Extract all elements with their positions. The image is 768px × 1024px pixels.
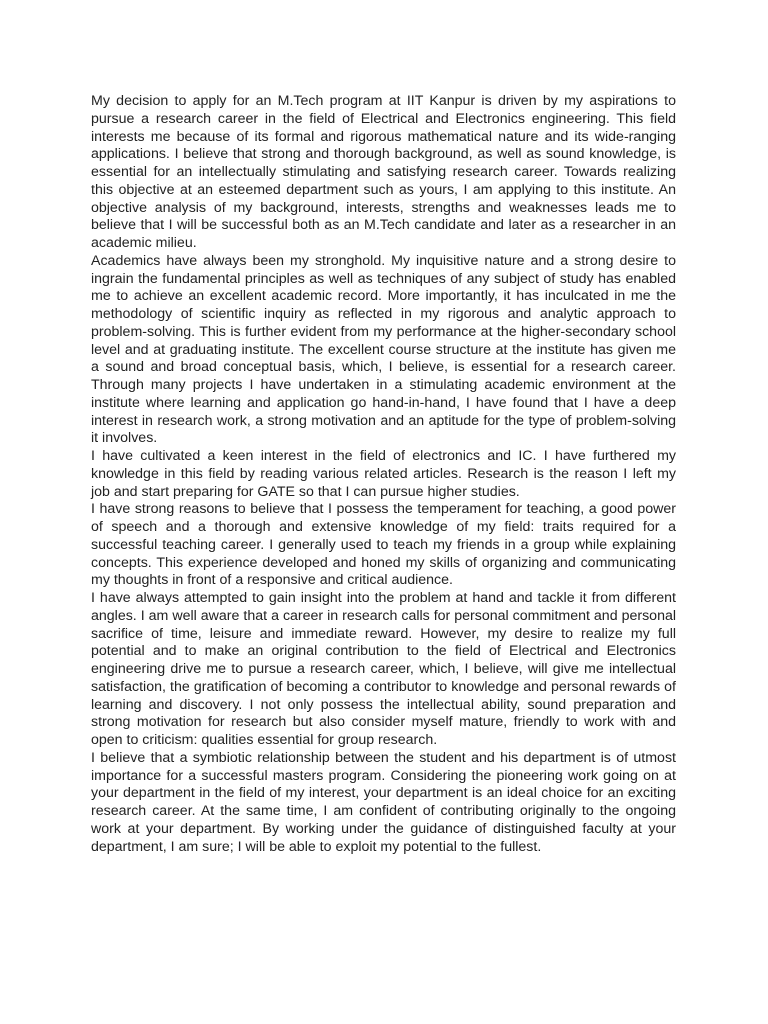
paragraph-teaching: I have strong reasons to believe that I possess the temperament for teaching, a good power of speech and a thorough and extensive knowledge of my field: traits required for a successful teaching career. I generally used to teach my friends in a group while explaining concepts. This experience developed and honed my skills of organizing and communicating my thoughts in front of a responsive and critical audience. [91,501,676,589]
paragraph-research-motivation: I have always attempted to gain insight into the problem at hand and tackle it from different angles. I am well aware that a career in research calls for personal commitment and personal sacrifice of time, leisure and immediate reward. However, my desire to realize my full potential and to make an original contribution to the field of Electrical and Electronics engineering drive me to pursue a research career, which, I believe, will give me intellectual satisfaction, the gratification of becoming a contributor to knowledge and personal rewards of learning and discovery. I not only possess the intellectual ability, sound preparation and strong motivation for research but also consider myself mature, friendly to work with and open to criticism: qualities essential for group research. [91,590,676,748]
statement-of-purpose-body [91,93,676,856]
paragraph-academics: Academics have always been my stronghold. My inquisitive nature and a strong desire to ingrain the fundamental principles as well as techniques of any subject of study has enabled me to achieve an excellent academic record. More importantly, it has inculcated in me the methodology of scientific inquiry as reflected in my rigorous and analytic approach to problem-solving. This is further evident from my performance at the higher-secondary school level and at graduating institute. The excellent course structure at the institute has given me a sound and broad conceptual basis, which, I believe, is essential for a research career. Through many projects I have undertaken in a stimulating academic environment at the institute where learning and application go hand-in-hand, I have found that I have a deep interest in research work, a strong motivation and an aptitude for the type of problem-solving it involves. [91,252,676,447]
paragraph-department-fit: I believe that a symbiotic relationship between the student and his department is of utmost importance for a successful masters program. Considering the pioneering work going on at your department in the field of my interest, your department is an ideal choice for an exciting research career. At the same time, I am confident of contributing originally to the ongoing work at your department. By working under the guidance of distinguished faculty at your department, I am sure; I will be able to exploit my potential to the fullest. [91,749,676,855]
paragraph-introduction: My decision to apply for an M.Tech program at IIT Kanpur is driven by my aspirations to pursue a research career in the field of Electrical and Electronics engineering. This field interests me because of its formal and rigorous mathematical nature and its wide-ranging applications. I believe that strong and thorough background, as well as sound knowledge, is essential for an intellectually stimulating and satisfying research career. Towards realizing this objective at an esteemed department such as yours, I am applying to this institute. An objective analysis of my background, interests, strengths and weaknesses leads me to believe that I will be successful both as an M.Tech candidate and later as a researcher in an academic milieu. [91,93,676,251]
paragraph-electronics-interest: I have cultivated a keen interest in the field of electronics and IC. I have furthered my knowledge in this field by reading various related articles. Research is the reason I left my job and start preparing for GATE so that I can pursue higher studies. [91,448,676,500]
